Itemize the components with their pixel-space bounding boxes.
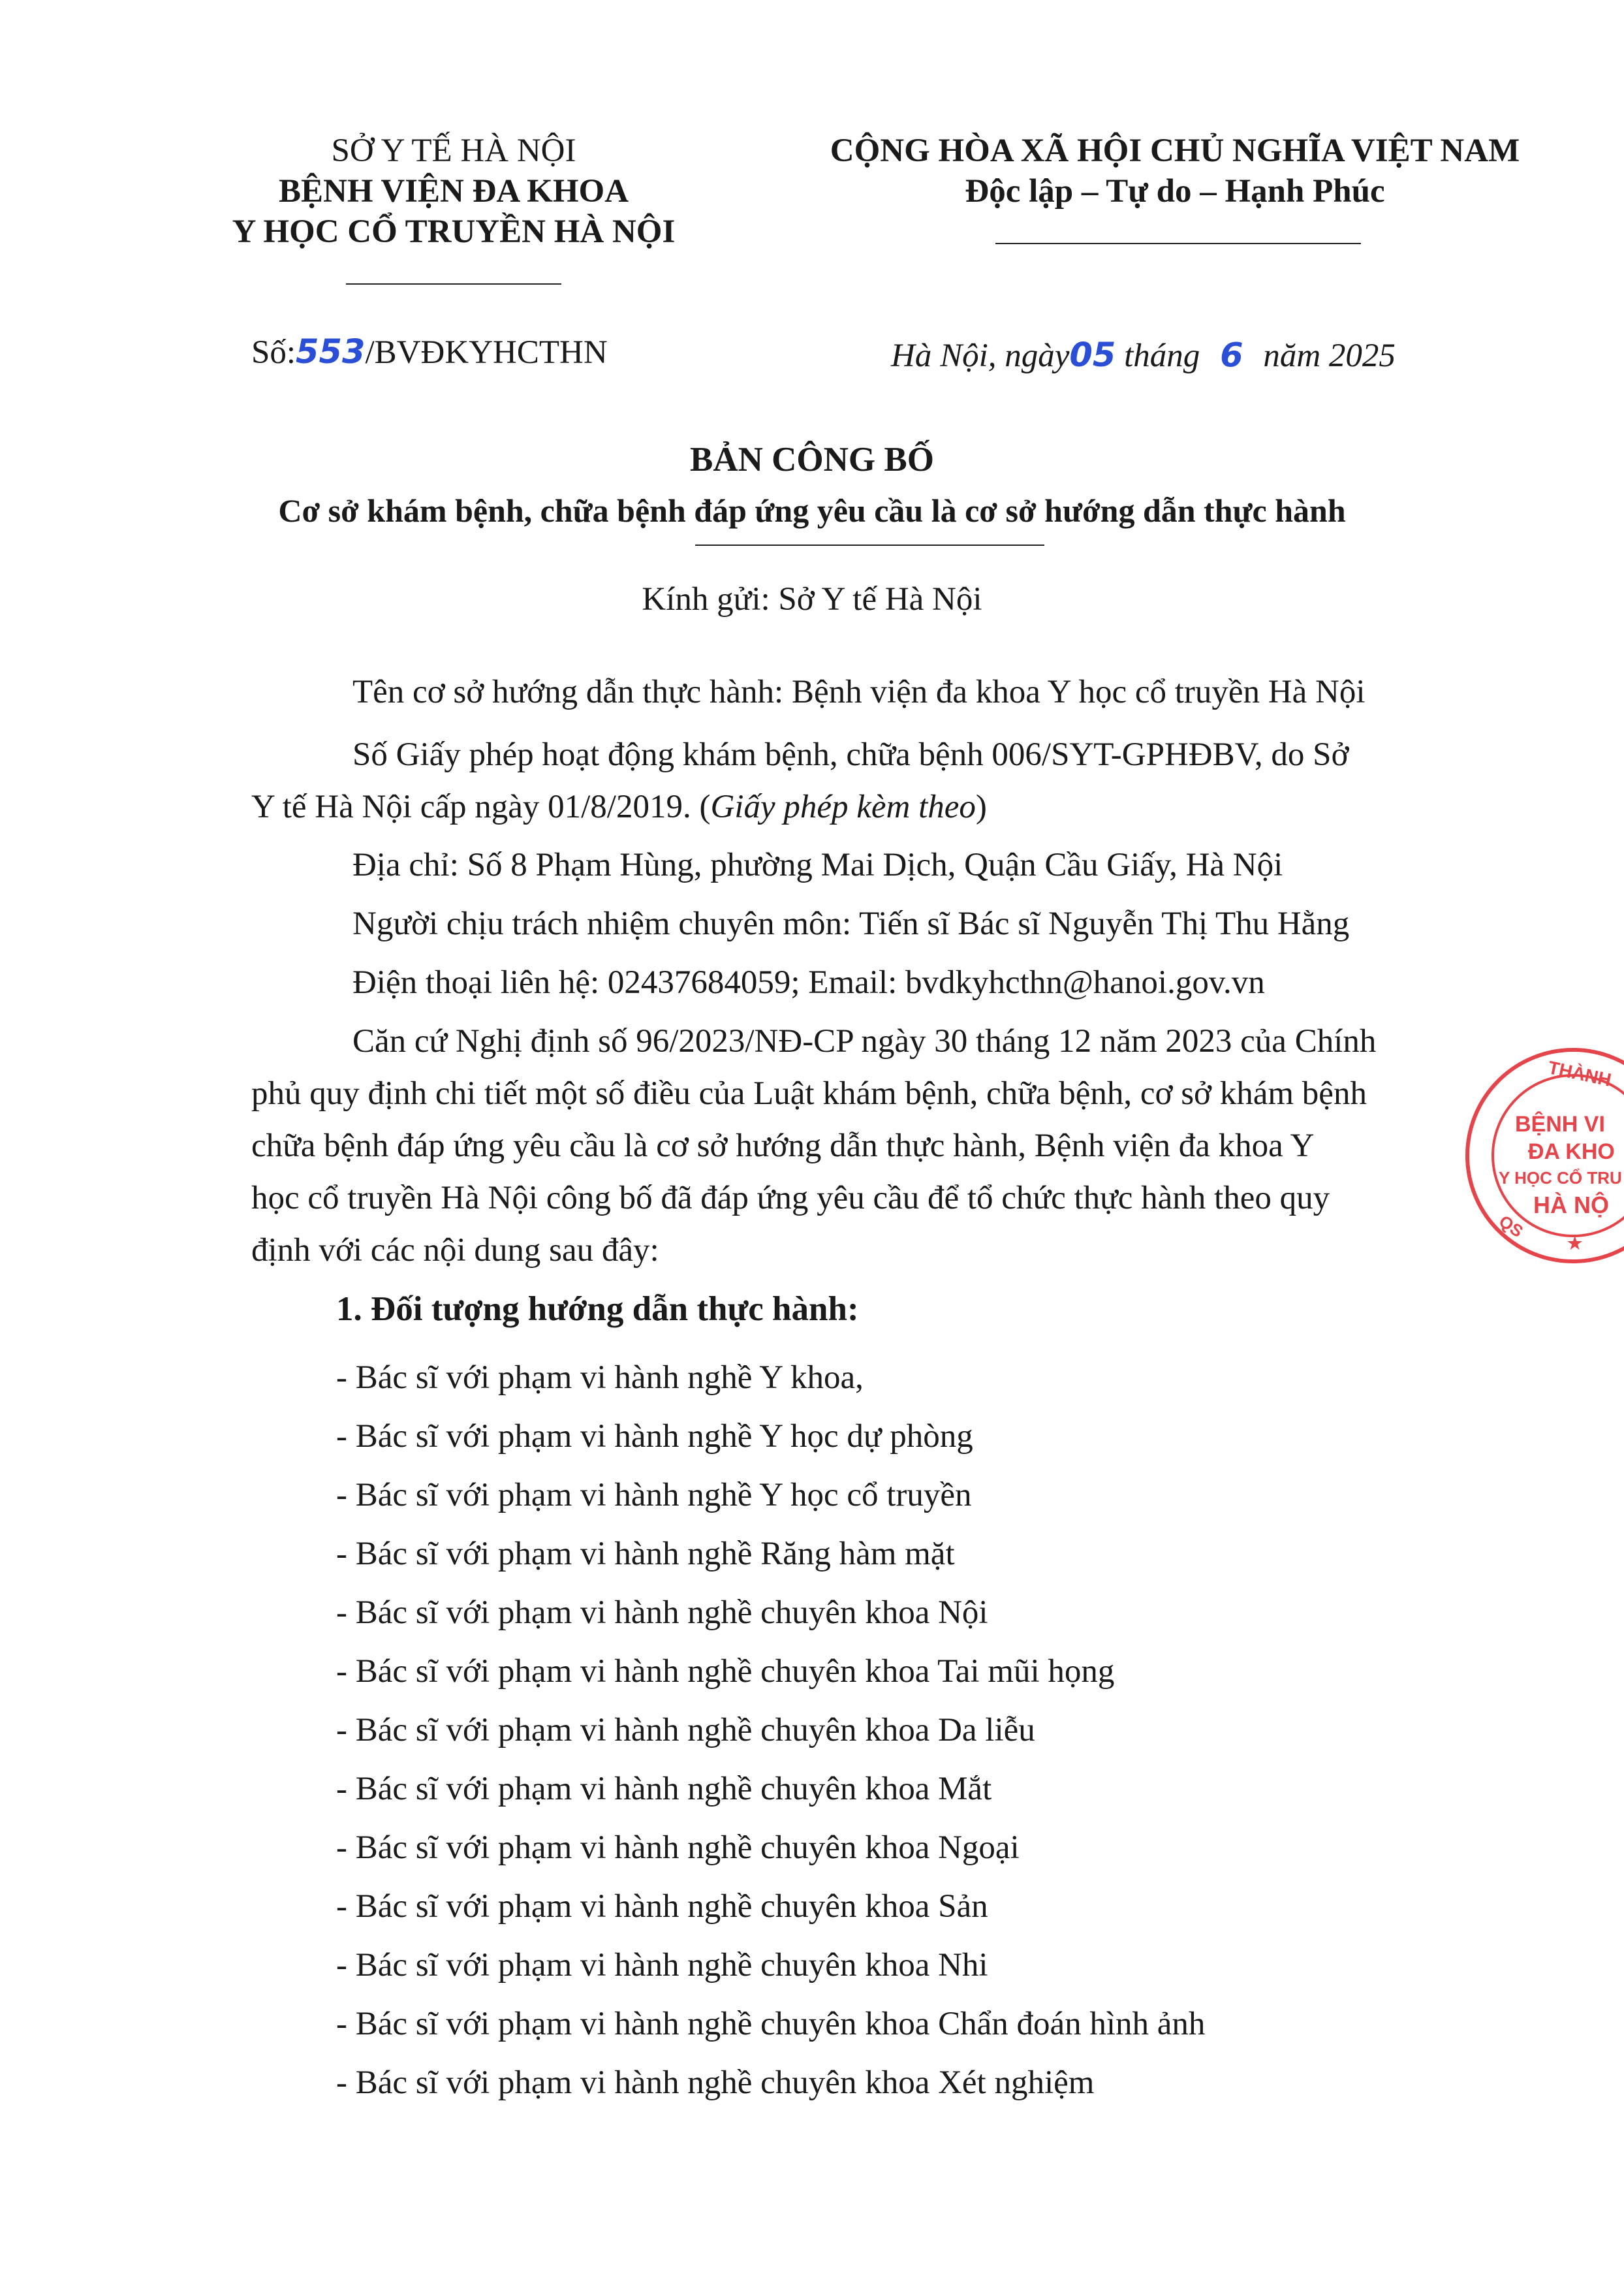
list-item: - Bác sĩ với phạm vi hành nghề chuyên khoa Chẩn đoán hình ảnh <box>336 2006 1206 2042</box>
list-item: - Bác sĩ với phạm vi hành nghề Y học dự phòng <box>336 1418 973 1455</box>
document-date <box>891 336 1396 375</box>
number-handwritten: 553 <box>296 333 366 371</box>
list-item: - Bác sĩ với phạm vi hành nghề Y khoa, <box>336 1359 864 1396</box>
basis-line2: phủ quy định chi tiết một số điều của Luật khám bệnh, chữa bệnh, cơ sở khám bệnh <box>251 1075 1367 1112</box>
seal-line2: ĐA KHO <box>1528 1139 1615 1164</box>
basis-line3: chữa bệnh đáp ứng yêu cầu là cơ sở hướng dẫn thực hành, Bệnh viện đa khoa Y <box>251 1128 1315 1164</box>
recipient: Kính gửi: Sở Y tế Hà Nội <box>642 581 982 618</box>
issuer-block <box>196 131 711 252</box>
facility-name: Tên cơ sở hướng dẫn thực hành: Bệnh viện đa khoa Y học cổ truyền Hà Nội <box>352 674 1366 710</box>
basis-line5: định với các nội dung sau đây: <box>251 1232 659 1269</box>
number-prefix: Số: <box>251 334 296 371</box>
seal-top-text: THÀNH <box>1546 1057 1614 1090</box>
responsible-person: Người chịu trách nhiệm chuyên môn: Tiến sĩ Bác sĩ Nguyễn Thị Thu Hằng <box>352 906 1350 942</box>
list-item: - Bác sĩ với phạm vi hành nghề chuyên khoa Nhi <box>336 1947 988 1983</box>
document-number <box>251 333 608 372</box>
list-item: - Bác sĩ với phạm vi hành nghề Răng hàm mặt <box>336 1536 955 1572</box>
seal-star-icon: ★ <box>1567 1233 1583 1253</box>
section1-list <box>336 1348 1205 2112</box>
national-heading <box>783 131 1567 212</box>
issuer-hospital-line1: BỆNH VIỆN ĐA KHOA <box>278 173 629 210</box>
national-title: CỘNG HÒA XÃ HỘI CHỦ NGHĨA VIỆT NAM <box>830 133 1520 169</box>
section1-title: 1. Đối tượng hướng dẫn thực hành: <box>336 1290 859 1328</box>
date-month-label: tháng <box>1124 338 1200 374</box>
national-motto: Độc lập – Tự do – Hạnh Phúc <box>965 173 1385 210</box>
date-prefix: Hà Nội, ngày <box>891 338 1070 374</box>
list-item: - Bác sĩ với phạm vi hành nghề chuyên khoa Nội <box>336 1594 988 1631</box>
date-year: năm 2025 <box>1263 338 1396 374</box>
document-title: BẢN CÔNG BỐ <box>690 441 934 479</box>
contact-info: Điện thoại liên hệ: 02437684059; Email: bvdkyhcthn@hanoi.gov.vn <box>352 964 1265 1001</box>
list-item: - Bác sĩ với phạm vi hành nghề chuyên khoa Ngoại <box>336 1829 1020 1866</box>
license-line2 <box>251 787 987 827</box>
basis-line1: Căn cứ Nghị định số 96/2023/NĐ-CP ngày 30 tháng 12 năm 2023 của Chính <box>352 1023 1377 1060</box>
issuer-hospital-line2: Y HỌC CỔ TRUYỀN HÀ NỘI <box>232 213 676 250</box>
date-day: 05 <box>1069 336 1116 375</box>
date-month: 6 <box>1220 336 1243 375</box>
list-item: - Bác sĩ với phạm vi hành nghề chuyên khoa Mắt <box>336 1771 992 1807</box>
list-item: - Bác sĩ với phạm vi hành nghề chuyên khoa Da liễu <box>336 1712 1035 1748</box>
list-item: - Bác sĩ với phạm vi hành nghề Y học cổ truyền <box>336 1477 972 1513</box>
seal-line1: BỆNH VI <box>1515 1112 1605 1137</box>
seal-bottom-text: QS <box>1495 1211 1527 1242</box>
issuer-parent-agency: SỞ Y TẾ HÀ NỘI <box>331 133 576 169</box>
basis-line4: học cổ truyền Hà Nội công bố đã đáp ứng yêu cầu để tổ chức thực hành theo quy <box>251 1180 1330 1216</box>
subtitle-underline <box>695 545 1044 546</box>
seal-line4: HÀ NỘ <box>1533 1192 1609 1218</box>
motto-underline <box>995 243 1361 244</box>
seal-line3: Y HỌC CỔ TRU <box>1499 1168 1622 1188</box>
license-close: ) <box>975 789 987 825</box>
license-attachment-note: Giấy phép kèm theo <box>710 789 976 825</box>
license-line1: Số Giấy phép hoạt động khám bệnh, chữa bệnh 006/SYT-GPHĐBV, do Sở <box>352 736 1349 773</box>
list-item: - Bác sĩ với phạm vi hành nghề chuyên khoa Xét nghiệm <box>336 2064 1095 2101</box>
issuer-underline <box>346 283 561 285</box>
number-suffix: /BVĐKYHCTHN <box>365 334 608 371</box>
document-subtitle: Cơ sở khám bệnh, chữa bệnh đáp ứng yêu cầu là cơ sở hướng dẫn thực hành <box>278 492 1346 529</box>
list-item: - Bác sĩ với phạm vi hành nghề chuyên khoa Tai mũi họng <box>336 1653 1115 1690</box>
list-item: - Bác sĩ với phạm vi hành nghề chuyên khoa Sản <box>336 1888 988 1925</box>
address: Địa chỉ: Số 8 Phạm Hùng, phường Mai Dịch, Quận Cầu Giấy, Hà Nội <box>352 847 1283 883</box>
official-seal <box>1465 1048 1624 1263</box>
license-text: Y tế Hà Nội cấp ngày 01/8/2019. ( <box>251 789 711 825</box>
